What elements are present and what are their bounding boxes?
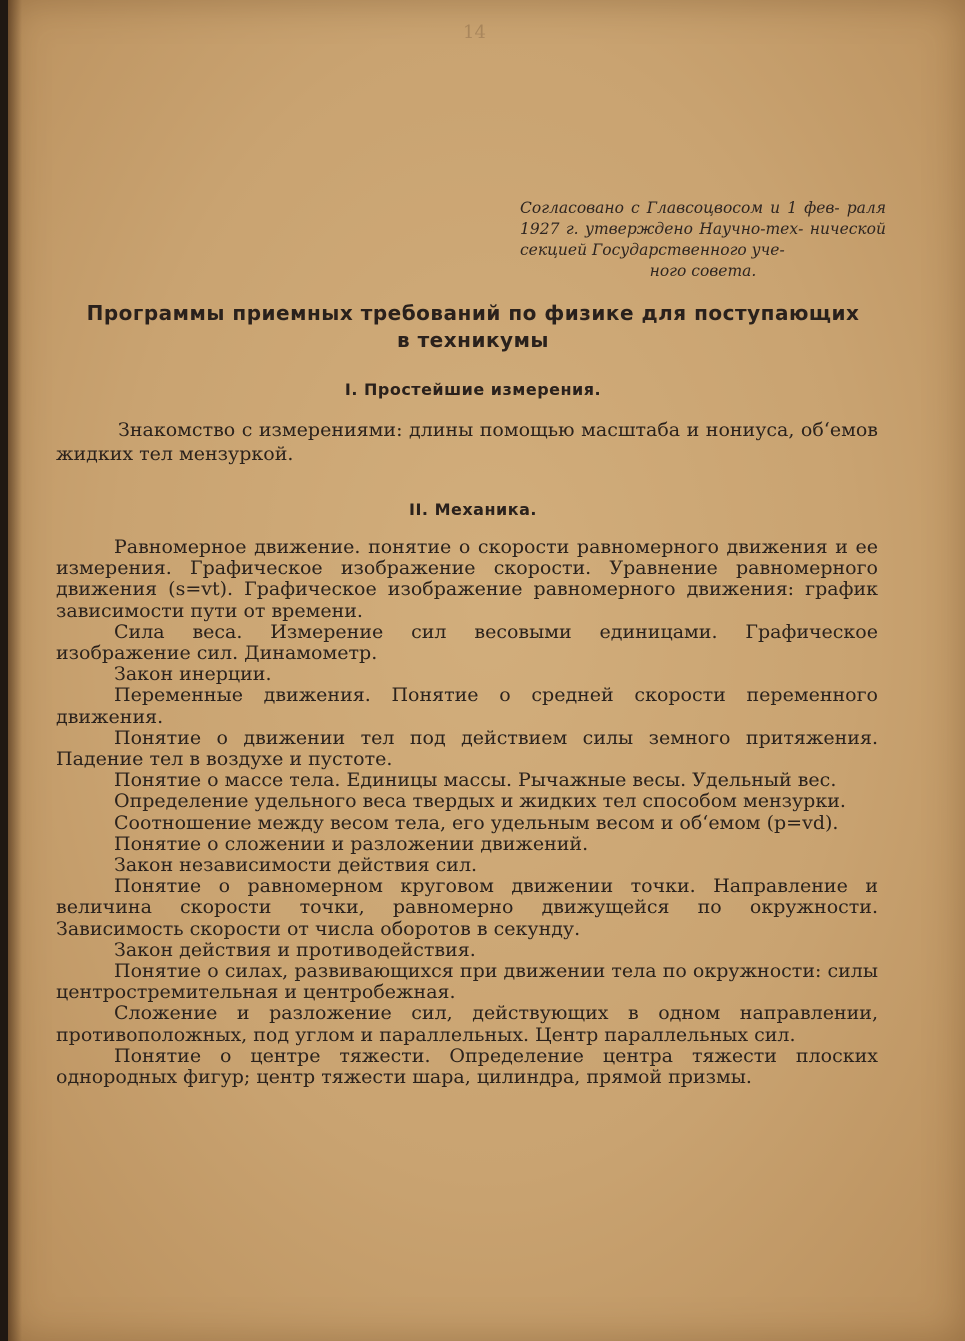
mechanics-paragraph: Понятие о центре тяжести. Определение центра тяжести плоских однородных фигур; центр тяжести шара, цилиндра, прямой призмы.	[56, 1044, 878, 1089]
document-title	[58, 300, 888, 354]
mechanics-paragraph: Закон независимости действия сил.	[114, 854, 478, 877]
approval-note	[520, 198, 886, 282]
mechanics-paragraph: Определение удельного веса твердых и жидких тел способом мензурки.	[114, 790, 846, 813]
approval-note-line-4: ного совета.	[649, 262, 757, 280]
mechanics-paragraph: Закон инерции.	[114, 663, 272, 686]
mechanics-paragraph: Понятие о сложении и разложении движений.	[114, 832, 589, 855]
mechanics-paragraph: Сила веса. Измерение сил весовыми единицами. Графическое изображение сил. Динамометр.	[56, 620, 878, 665]
document-title-line-1: Программы приемных требований по физике для поступающих	[86, 301, 860, 325]
page-edge-shadow	[8, 0, 22, 1341]
approval-note-line-1: Согласовано с Главсоцвосом и 1 фев-	[520, 199, 840, 217]
mechanics-paragraph: Сложение и разложение сил, действующих в одном направлении, противоположных, под углом и параллельных. Центр параллельных сил.	[56, 1002, 878, 1046]
mechanics-paragraph: Соотношение между весом тела, его удельным весом и об‘емом (p=vd).	[114, 811, 839, 834]
approval-note-line-2: раля 1927 г. утверждено Научно-тех-	[520, 199, 886, 238]
mechanics-paragraph: Переменные движения. Понятие о средней скорости переменного движения.	[56, 684, 878, 728]
section-heading-measurements: I. Простейшие измерения.	[344, 380, 602, 399]
mechanics-paragraph: Понятие о массе тела. Единицы массы. Рычажные весы. Удельный вес.	[114, 769, 837, 792]
section-heading-mechanics: II. Механика.	[409, 500, 537, 519]
document-page	[8, 0, 965, 1341]
mechanics-paragraph: Равномерное движение. понятие о скорости равномерного движения и ее измерения. Графическое изображение скорости. Уравнение равномерного движения (s=vt). Графическое изображение равномерного движения: график зависимости пути от времени.	[56, 536, 878, 622]
mechanics-paragraph: Понятие о силах, развивающихся при движении тела по окружности: силы центростремительная и центробежная.	[56, 960, 878, 1004]
section-text-mechanics	[56, 537, 878, 1088]
section-text-measurements	[56, 418, 878, 466]
mechanics-paragraph: Понятие о равномерном круговом движении точки. Направление и величина скорости точки, равномерно движущейся по окружности. Зависимость скорости от числа оборотов в секунду.	[56, 875, 878, 940]
measurements-paragraph: Знакомство с измерениями: длины помощью масштаба и нониуса, об‘емов жидких тел мензуркой.	[56, 419, 878, 465]
approval-note-line-3: нической секцией Государственного уче-	[520, 220, 886, 259]
mechanics-paragraph: Понятие о движении тел под действием силы земного притяжения. Падение тел в воздухе и пустоте.	[56, 726, 878, 771]
mechanics-paragraph: Закон действия и противодействия.	[114, 938, 476, 961]
document-title-line-2: в техникумы	[396, 328, 550, 352]
page-number: 14	[463, 22, 486, 43]
